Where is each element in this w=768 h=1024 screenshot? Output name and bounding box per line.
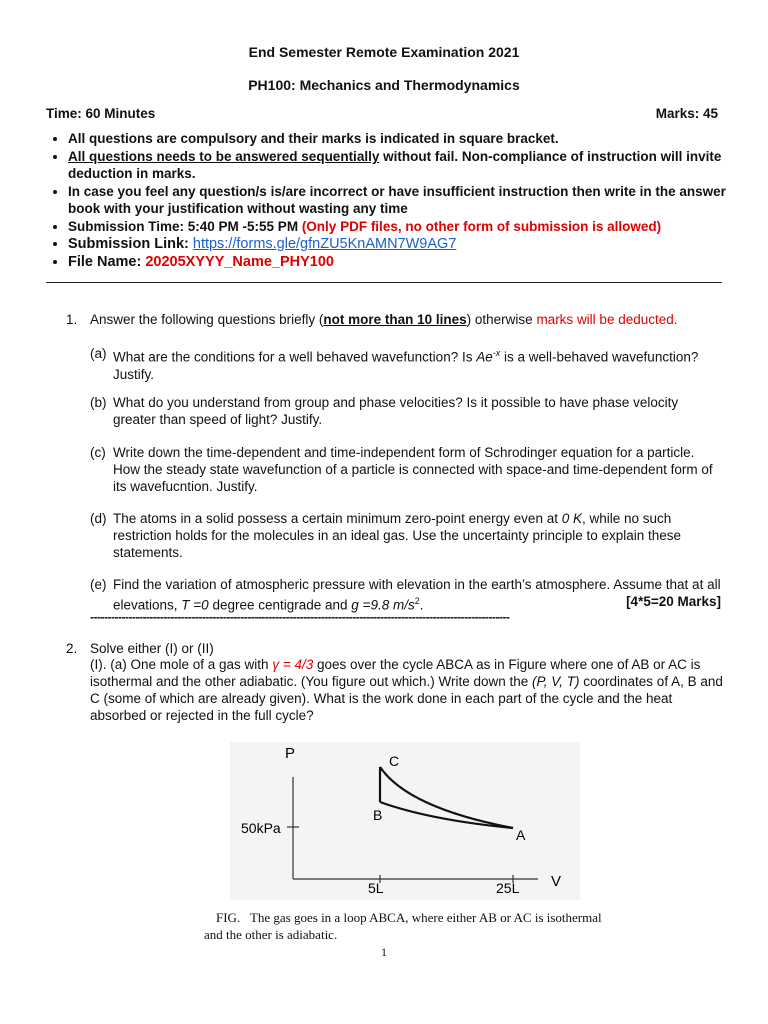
q1a-text: What are the conditions for a well behaved wavefunction? Is $Ae^{-x}$ is a well-behaved wavefunction? Justify. [113,348,699,382]
submission-link-url[interactable]: https://forms.gle/gfnZU5KnAMN7W9AG7 [192,236,457,252]
axis-v-label: V [551,873,562,890]
header-divider [46,282,722,283]
q1c-text: Write down the time-dependent and time-independent form of Schrodinger equation for a particle. How the steady state wavefunction of a particle is connected with space-and time-dependent form of its wavefucntion. Justify. [113,445,713,494]
figure-background [230,742,580,900]
page-number: 1 [381,945,387,959]
point-b-label: B [373,807,383,823]
question-2-part-i: (I). (a) One mole of a gas with γ = 4/3 goes over the cycle ABCA as in Figure where one of AB or AC is isothermal and the other adiabatic. (You figure out which.) Write down the (P, V, T) coordinates of A, B and C (some of which are already given). What is the work done in each part of the cycle and the heat absorbed or rejected in the full cycle? [90,657,723,723]
q1d-text: The atoms in a solid possess a certain minimum zero-point energy even at 0 K, while no such restriction holds for the molecules in an ideal gas. Use the uncertainty principle to explain these statements. [113,511,682,560]
q1b-label: (b) [90,395,107,410]
submission-time: • Submission Time: 5:40 PM -5:55 PM (Only PDF files, no other form of submission is allowed) [68,218,748,235]
question-1-number: 1. [66,312,78,327]
file-name: • File Name: 20205XYYY_Name_PHY100 [68,254,748,271]
question-2-instruction: Solve either (I) or (II) [90,641,214,656]
q1c-label: (c) [90,445,106,460]
v-tick-5l-label: 5L [368,880,384,896]
pv-diagram [230,742,580,900]
axis-p-label: P [285,745,296,762]
time-label: Time: 60 Minutes [46,106,156,121]
q1-marks: [4*5=20 Marks] [626,594,721,609]
q1d-label: (d) [90,511,107,526]
separator-line: ------------------------------------------------------------------------------------------------------------------------ [90,610,510,624]
q1b-text: What do you understand from group and phase velocities? Is it possible to have phase velocity greater than speed of light? Justify. [113,395,679,427]
exam-title: End Semester Remote Examination 2021 [248,44,520,60]
instructions-list [48,130,748,272]
q1e-text: Find the variation of atmospheric pressure with elevation in the earth’s atmosphere. Assume that at all elevations, T =0 degree centigrade and g =9.8 $m/s^2$. [113,577,721,613]
point-c-label: C [389,753,400,769]
q1a-label: (a) [90,346,107,361]
instruction-item: • All questions needs to be answered sequentially without fail. Non-compliance of instruction will invite deduction in marks. [68,148,748,182]
marks-label: Marks: 45 [655,106,718,121]
pressure-tick-label: 50kPa [241,820,281,836]
v-tick-25l-label: 25L [496,880,520,896]
instruction-item: • All questions are compulsory and their marks is indicated in square bracket. [68,130,748,147]
q1e-label: (e) [90,577,107,592]
submission-link: • Submission Link: https://forms.gle/gfnZU5KnAMN7W9AG7 [68,236,748,253]
question-2-number: 2. [66,641,78,656]
course-title: PH100: Mechanics and Thermodynamics [248,77,520,93]
figure-caption: FIG. The gas goes in a loop ABCA, where either AB or AC is isothermal and the other is adiabatic. [204,910,602,942]
question-1-intro: Answer the following questions briefly (not more than 10 lines) otherwise marks will be deducted. [90,312,678,327]
point-a-label: A [516,827,526,843]
instruction-item: • In case you feel any question/s is/are incorrect or have insufficient instruction then write in the answer book with your justification without wasting any time [68,183,748,217]
